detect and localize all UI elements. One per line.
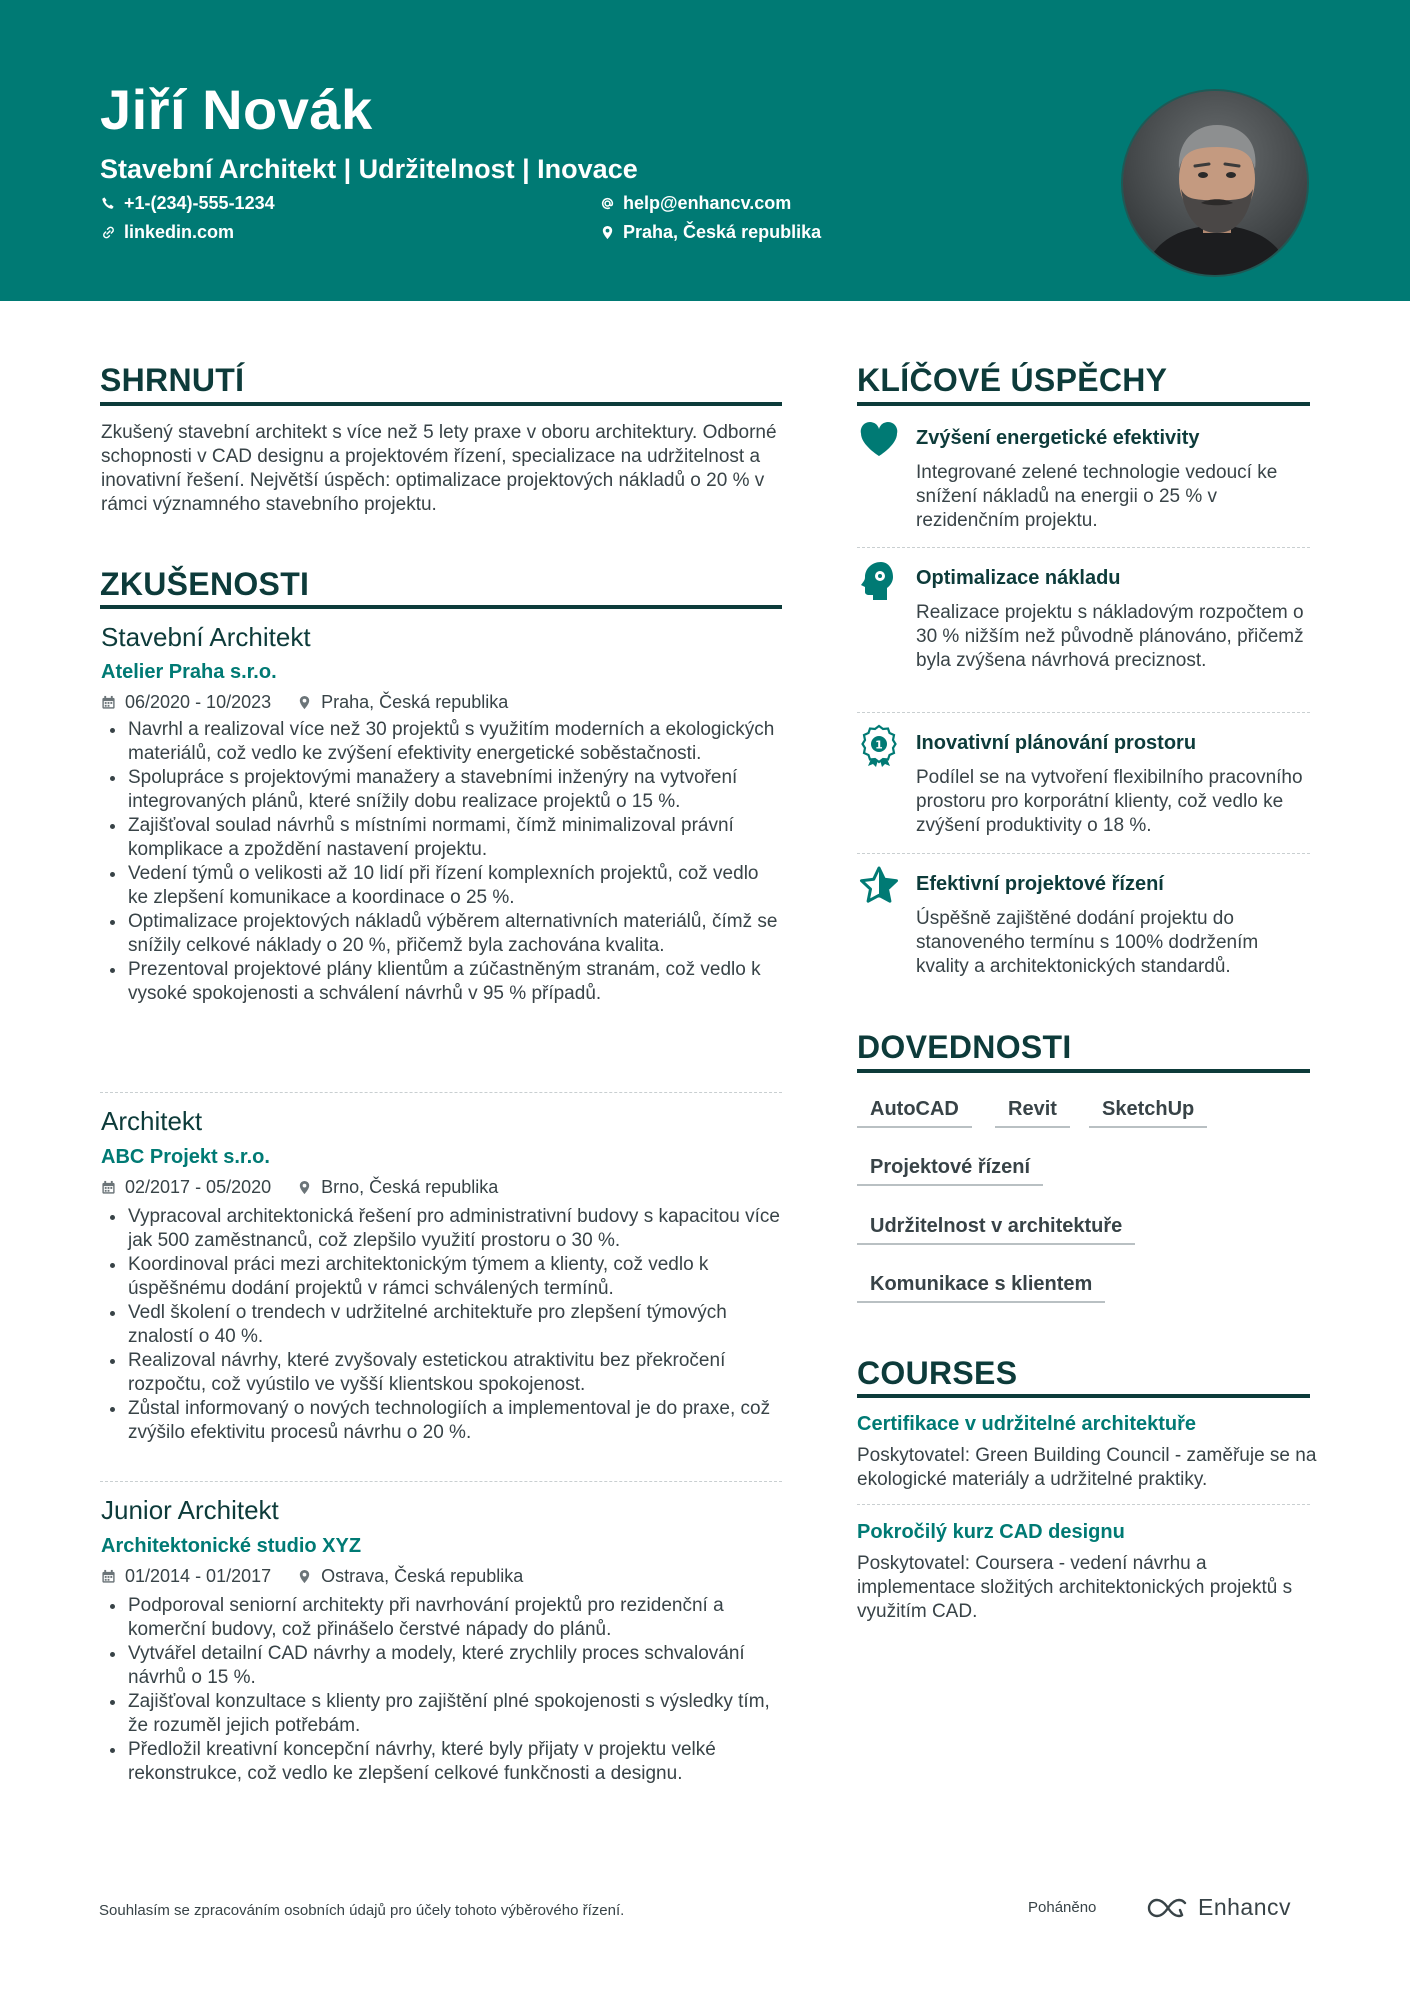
location-pin-icon: [297, 1569, 312, 1584]
contact-location: [600, 222, 821, 243]
contact-website[interactable]: [101, 222, 234, 243]
bullet-item: Vedl školení o trendech v udržitelné architektuře pro zlepšení týmových znalostí o 40 %.: [101, 1301, 781, 1349]
candidate-name: Jiří Novák: [100, 78, 373, 141]
skill-tag: AutoCAD: [857, 1094, 972, 1128]
bullet-item: Navrhl a realizoval více než 30 projektů s využitím moderních a ekologických materiálů, což vedlo ke zvýšení efektivity energetické soběstačnosti.: [101, 718, 781, 766]
course-text: Poskytovatel: Coursera - vedení návrhu a implementace složitých architektonických projektů s využitím CAD.: [857, 1553, 1293, 1622]
skill-tag: SketchUp: [1089, 1094, 1207, 1128]
job-bullets: [101, 1205, 781, 1445]
achievement-title: Zvýšení energetické efektivity: [916, 427, 1200, 449]
courses-heading: COURSES: [857, 1355, 1018, 1391]
award-badge-icon: [857, 723, 901, 767]
contact-phone[interactable]: [101, 193, 275, 214]
course-divider: [857, 1504, 1310, 1505]
infinity-logo-icon: [1146, 1896, 1190, 1920]
achievement-divider: [857, 547, 1310, 548]
bullet-item: Zůstal informovaný o nových technologiích a implementoval je do praxe, což zvýšilo efektivitu procesů návrhu o 20 %.: [101, 1397, 781, 1445]
profile-photo: [1121, 89, 1309, 277]
course-title: Certifikace v udržitelné architektuře: [857, 1413, 1197, 1435]
achievement-text: Podílel se na vytvoření flexibilního pracovního prostoru pro korporátní klienty, což vedlo ke zvýšení produktivity o 18 %.: [916, 767, 1303, 836]
bullet-item: Vedení týmů o velikosti až 10 lidí při řízení komplexních projektů, což vedlo ke zlepšení komunikace a koordinace o 25 %.: [101, 862, 781, 910]
skill-tag: Projektové řízení: [857, 1152, 1043, 1186]
skill-tag: Komunikace s klientem: [857, 1269, 1105, 1303]
bullet-item: Prezentoval projektové plány klientům a zúčastněným stranám, což vedlo k vysoké spokojenosti a schválení návrhů v 95 % případů.: [101, 958, 781, 1006]
location-pin-icon: [297, 695, 312, 710]
heart-icon: [857, 418, 901, 462]
consent-note: Souhlasím se zpracováním osobních údajů pro účely tohoto výběrového řízení.: [99, 1902, 625, 1919]
achievement-title: Efektivní projektové řízení: [916, 873, 1164, 895]
achievement-text: Úspěšně zajištěné dodání projektu do stanoveného termínu s 100% dodržením kvality a architektonických standardů.: [916, 908, 1259, 977]
job-bullets: [101, 718, 781, 1006]
portrait-image: [1123, 91, 1309, 277]
course-title: Pokročilý kurz CAD designu: [857, 1521, 1125, 1543]
experience-heading: ZKUŠENOSTI: [100, 566, 310, 602]
svg-text:1: 1: [875, 738, 883, 752]
contact-phone-text: +1-(234)-555-1234: [124, 193, 275, 213]
star-icon: [857, 864, 901, 908]
achievements-divider: [857, 402, 1310, 406]
achievement-title: Optimalizace nákladu: [916, 567, 1121, 589]
job-company: ABC Projekt s.r.o.: [101, 1146, 270, 1168]
skills-heading: DOVEDNOSTI: [857, 1029, 1072, 1065]
experience-divider: [100, 605, 782, 609]
bullet-item: Realizoval návrhy, které zvyšovaly estetickou atraktivitu bez překročení rozpočtu, což vyústilo ve vyšší klientskou spokojenost.: [101, 1349, 781, 1397]
enhancv-logo[interactable]: [1146, 1894, 1291, 1921]
location-pin-icon: [600, 225, 615, 240]
job-meta: [101, 1177, 498, 1198]
contact-website-text: linkedin.com: [124, 222, 235, 242]
job-divider: [100, 1481, 782, 1482]
bullet-item: Koordinoval práci mezi architektonickým týmem a klienty, což vedlo k úspěšnému dodání projektů v rámci schválených termínů.: [101, 1253, 781, 1301]
at-icon: [600, 196, 615, 211]
powered-by-label: Poháněno: [1028, 1899, 1097, 1916]
calendar-icon: [101, 695, 116, 710]
candidate-headline: Stavební Architekt | Udržitelnost | Inovace: [100, 154, 638, 184]
summary-divider: [100, 402, 782, 406]
job-meta: [101, 1566, 523, 1587]
job-bullets: [101, 1594, 781, 1786]
bullet-item: Předložil kreativní koncepční návrhy, které byly přijaty v projektu velké rekonstrukce, což vedlo ke zlepšení celkové funkčnosti a designu.: [101, 1738, 781, 1786]
job-location: [297, 692, 508, 713]
job-location: [297, 1566, 523, 1587]
job-company: Architektonické studio XYZ: [101, 1535, 362, 1557]
phone-icon: [101, 196, 116, 211]
bullet-item: Vypracoval architektonická řešení pro administrativní budovy s kapacitou více jak 500 zaměstnanců, což zlepšilo využití prostoru o 30 %.: [101, 1205, 781, 1253]
achievement-text: Realizace projektu s nákladovým rozpočtem o 30 % nižším než původně plánováno, přičemž byla zvýšena návrhová preciznost.: [916, 602, 1304, 671]
job-dates: 01/2014 - 01/2017: [125, 1566, 272, 1586]
job-location-text: Praha, Česká republika: [321, 692, 509, 712]
job-divider: [100, 1092, 782, 1093]
achievement-title: Inovativní plánování prostoru: [916, 732, 1197, 754]
head-gear-icon: [857, 558, 901, 602]
achievements-heading: KLÍČOVÉ ÚSPĚCHY: [857, 362, 1168, 398]
course-text: Poskytovatel: Green Building Council - zaměřuje se na ekologické materiály a udržitelné praktiky.: [857, 1445, 1317, 1490]
job-company: Atelier Praha s.r.o.: [101, 661, 277, 683]
brand-name: Enhancv: [1198, 1894, 1292, 1920]
skill-tag: Revit: [995, 1094, 1070, 1128]
link-icon: [101, 225, 116, 240]
location-pin-icon: [297, 1180, 312, 1195]
job-dates: 06/2020 - 10/2023: [125, 692, 272, 712]
job-dates: 02/2017 - 05/2020: [125, 1177, 272, 1197]
courses-divider: [857, 1394, 1310, 1398]
skill-tag: Udržitelnost v architektuře: [857, 1211, 1135, 1245]
job-role: Stavební Architekt: [101, 622, 311, 652]
bullet-item: Optimalizace projektových nákladů výběrem alternativních materiálů, čímž se snížily celkové náklady o 20 %, přičemž byla zachována kvalita.: [101, 910, 781, 958]
job-location-text: Brno, Česká republika: [321, 1177, 499, 1197]
contact-email-text: help@enhancv.com: [623, 193, 792, 213]
calendar-icon: [101, 1180, 116, 1195]
achievement-divider: [857, 853, 1310, 854]
bullet-item: Vytvářel detailní CAD návrhy a modely, které zrychlily proces schvalování návrhů o 15 %.: [101, 1642, 781, 1690]
job-location-text: Ostrava, Česká republika: [321, 1566, 524, 1586]
bullet-item: Spolupráce s projektovými manažery a stavebními inženýry na vytvoření integrovaných plánů, které snížily dobu realizace projektů o 15 %.: [101, 766, 781, 814]
job-meta: [101, 692, 508, 713]
bullet-item: Zajišťoval soulad návrhů s místními normami, čímž minimalizoval právní komplikace a zpoždění nastavení projektu.: [101, 814, 781, 862]
job-location: [297, 1177, 498, 1198]
contact-location-text: Praha, Česká republika: [623, 222, 822, 242]
bullet-item: Podporoval seniorní architekty při navrhování projektů pro rezidenční a komerční budovy, což přinášelo čerstvé nápady do plánů.: [101, 1594, 781, 1642]
skills-divider: [857, 1069, 1310, 1073]
calendar-icon: [101, 1569, 116, 1584]
job-role: Junior Architekt: [101, 1495, 279, 1525]
achievement-text: Integrované zelené technologie vedoucí ke snížení nákladů na energii o 25 % v rezidenčním projektu.: [916, 462, 1278, 531]
contact-email[interactable]: [600, 193, 791, 214]
bullet-item: Zajišťoval konzultace s klienty pro zajištění plné spokojenosti s výsledky tím, že rozuměl jejich potřebám.: [101, 1690, 781, 1738]
summary-text: Zkušený stavební architekt s více než 5 lety praxe v oboru architektury. Odborné schopnosti v CAD designu a projektovém řízení, specializace na udržitelnost a inovativní řešení. Největší úspěch: optimalizace projektových nákladů o 20 % v rámci významného stavebního projektu.: [101, 422, 777, 515]
job-role: Architekt: [101, 1106, 203, 1136]
achievement-divider: [857, 712, 1310, 713]
summary-heading: SHRNUTÍ: [100, 362, 245, 398]
